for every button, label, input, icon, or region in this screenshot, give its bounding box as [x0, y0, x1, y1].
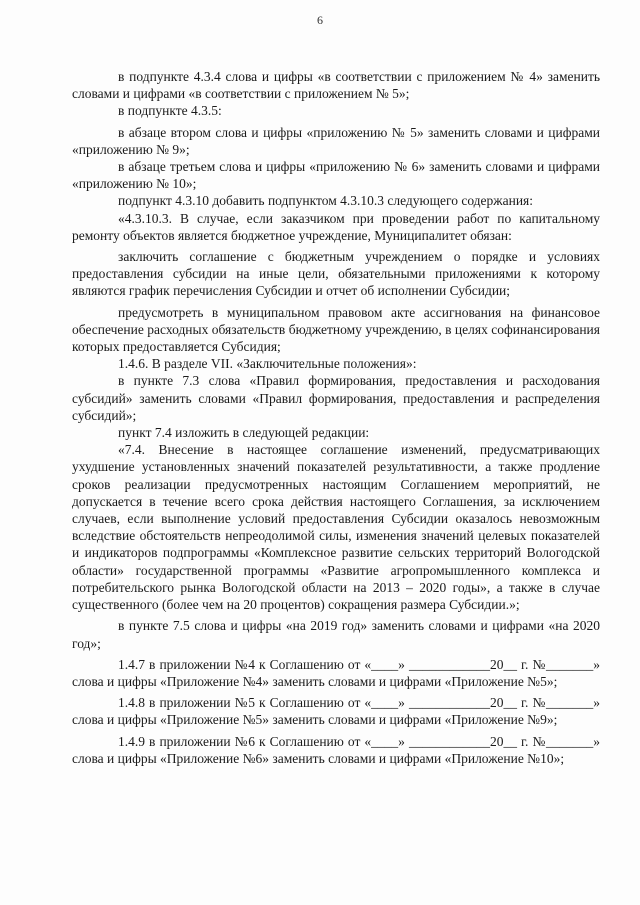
- paragraph-4-3-10-3: «4.3.10.3. В случае, если заказчиком при проведении работ по капитальному ремонту объектов является бюджетное учреждение, Муниципалитет обязан:: [72, 210, 600, 243]
- paragraph-zaklyuchit: заключить соглашение с бюджетным учреждением о порядке и условиях предоставления субсидии на иные цели, обязательными приложениями к которому являются график перечисления Субсидии и отчет об исполнении Субсидии;: [72, 249, 600, 299]
- document-body: [72, 68, 600, 767]
- paragraph-1-4-6: 1.4.6. В разделе VII. «Заключительные положения»:: [118, 356, 417, 372]
- paragraph-4-3-5: в подпункте 4.3.5:: [118, 103, 222, 119]
- paragraph-punkt-7-5: в пункте 7.5 слова и цифры «на 2019 год» заменить словами и цифрами «на 2020 год»;: [72, 618, 600, 651]
- paragraph-1-4-9: 1.4.9 в приложении №6 к Соглашению от «____» ____________20__ г. №_______» слова и цифры «Приложение №6» заменить словами и цифрами «Приложение №10»;: [72, 733, 600, 766]
- paragraph-7-4-text: «7.4. Внесение в настоящее соглашение изменений, предусматривающих ухудшение установленных значений показателей результативности, а также продление сроков реализации предусмотренных настоящим Соглашением мероприятий, не допускается в течение всего срока действия настоящего Соглашения, за исключением случаев, если выполнение условий предоставления Субсидии оказалось невозможным вследствие обстоятельств непреодолимой силы, изменения значений целевых показателей и индикаторов подпрограммы «Комплексное развитие сельских территорий Вологодской области» государственной программы «Развитие агропромышленного комплекса и потребительского рынка Вологодской области на 2013 – 2020 годы», а также в случае существенного (более чем на 20 процентов) сокращения размера Субсидии.»;: [72, 442, 600, 613]
- paragraph-punkt-7-3: в пункте 7.3 слова «Правил формирования, предоставления и расходования субсидий» заменить словами «Правил формирования, предоставления и распределения субсидий»;: [72, 373, 600, 423]
- paragraph-predusmotret: предусмотреть в муниципальном правовом акте ассигнования на финансовое обеспечение расходных обязательств бюджетному учреждению, в целях софинансирования которых предоставляется Субсидия;: [72, 304, 600, 355]
- paragraph-4-3-10: подпункт 4.3.10 добавить подпунктом 4.3.10.3 следующего содержания:: [118, 193, 534, 209]
- paragraph-punkt-7-4: пункт 7.4 изложить в следующей редакции:: [118, 425, 370, 441]
- paragraph-abzac-vtoroy: в абзаце втором слова и цифры «приложению № 5» заменить словами и цифрами «приложению № 9»;: [72, 124, 600, 157]
- paragraph-1-4-7: 1.4.7 в приложении №4 к Соглашению от «____» ____________20__ г. №_______» слова и цифры «Приложение №4» заменить словами и цифрами «Приложение №5»;: [72, 656, 600, 689]
- paragraph-abzac-tretiy: в абзаце третьем слова и цифры «приложению № 6» заменить словами и цифрами «приложению № 10»;: [72, 159, 600, 192]
- page-number: 6: [317, 13, 323, 27]
- paragraph-1-4-8: 1.4.8 в приложении №5 к Соглашению от «____» ____________20__ г. №_______» слова и цифры «Приложение №5» заменить словами и цифрами «Приложение №9»;: [72, 695, 600, 728]
- paragraph-4-3-4: в подпункте 4.3.4 слова и цифры «в соответствии с приложением № 4» заменить словами и цифрами «в соответствии с приложением № 5»;: [72, 69, 600, 102]
